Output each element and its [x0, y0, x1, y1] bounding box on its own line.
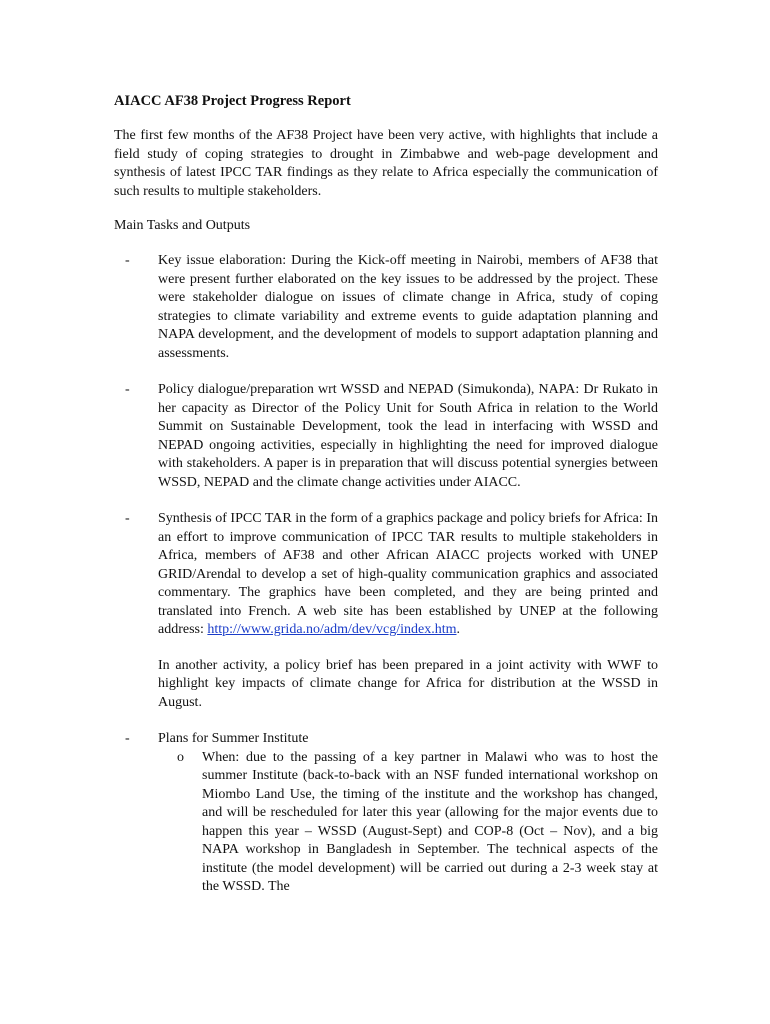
list-item-text: Key issue elaboration: During the Kick-off meeting in Nairobi, members of AF38 that were present further elaborated on the key issues to be addressed by the project. These were stakeholder dialogue on issues of climate change in Africa, study of coping strategies to climate variability and extreme events to guide adaptation planning and NAPA development, and the development of models to support adaptation planning and assessments. [158, 253, 658, 361]
list-item-summer-institute [114, 730, 658, 897]
summer-institute-sublist [158, 749, 658, 897]
link-trailing-period: . [456, 622, 460, 637]
dash-bullet: - [125, 731, 130, 746]
list-item-text: Policy dialogue/preparation wrt WSSD and NEPAD (Simukonda), NAPA: Dr Rukato in her capacity as Director of the Policy Unit for South Africa in relation to the World Summit on Sustainable Development, took the lead in interfacing with WSSD and NEPAD ongoing activities, especially in highlighting the need for improved dialogue with stakeholders. A paper is in preparation that will discuss potential synergies between WSSD, NEPAD and the climate change activities under AIACC. [158, 382, 658, 490]
intro-paragraph: The first few months of the AF38 Project have been very active, with highlights that include a field study of coping strategies to drought in Zimbabwe and web-page development and synthesis of latest IPCC TAR findings as they relate to Africa especially the communication of such results to multiple stakeholders. [114, 128, 658, 199]
list-item-text: Plans for Summer Institute [158, 731, 309, 746]
sublist-item-text: When: due to the passing of a key partner in Malawi who was to host the summer Institute (back-to-back with an NSF funded international workshop on Miombo Land Use, the timing of the institute and the workshop has changed, and will be rescheduled for later this year (allowing for the major events due to happen this year – WSSD (August-Sept) and COP-8 (Oct – Nov), and a big NAPA workshop in Bangladesh in September. The technical aspects of the institute (the model development) will be carried out during a 2-3 week stay at the WSSD. The [202, 749, 658, 894]
document-title: AIACC AF38 Project Progress Report [114, 93, 351, 109]
dash-bullet: - [125, 253, 130, 268]
grida-web-link[interactable]: http://www.grida.no/adm/dev/vcg/index.htm [207, 622, 457, 637]
document-page [114, 92, 658, 897]
list-item-text [158, 510, 658, 640]
list-item-policy-dialogue [114, 381, 658, 492]
policy-brief-paragraph: In another activity, a policy brief has been prepared in a joint activity with WWF to highlight key impacts of climate change for Africa for distribution at the WSSD in August. [158, 657, 658, 710]
dash-bullet: - [125, 382, 130, 397]
dash-bullet: - [125, 511, 130, 526]
circle-bullet: o [177, 749, 184, 765]
list-item-key-issue [114, 252, 658, 363]
list-item-synthesis [114, 510, 658, 712]
list-item-text-body: Synthesis of IPCC TAR in the form of a graphics package and policy briefs for Africa: In an effort to improve communication of IPCC TAR results to multiple stakeholders in Africa, members of AF38 and other African AIACC projects worked with UNEP GRID/Arendal to develop a set of high-quality communication graphics and associated commentary. The graphics have been completed, and they are being printed and translated into French. A web site has been established by UNEP at the following address: [158, 511, 658, 637]
sublist-item-when [158, 749, 658, 897]
section-heading: Main Tasks and Outputs [114, 218, 251, 233]
task-list [114, 252, 658, 897]
